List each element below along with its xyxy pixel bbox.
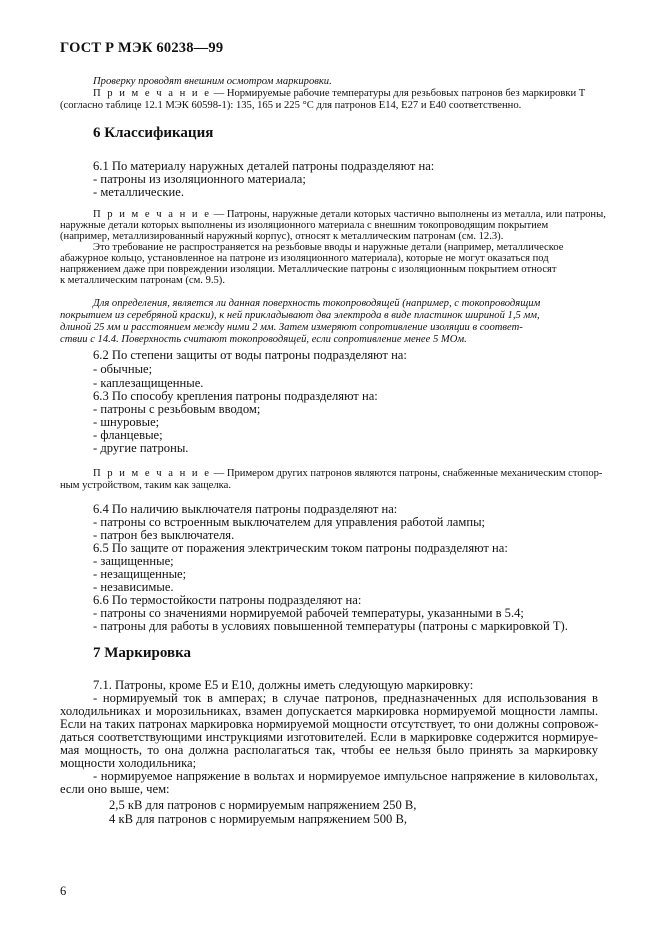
document-header: ГОСТ Р МЭК 60238—99 [60, 40, 224, 56]
note-label: П р и м е ч а н и е [93, 209, 211, 220]
clause-6-2-title: 6.2 По степени защиты от воды патроны подразделяют на: [93, 348, 407, 362]
clause-6-6-title: 6.6 По термостойкости патроны подразделяют на: [93, 593, 362, 607]
clause-6-4-title: 6.4 По наличию выключателя патроны подразделяют на: [93, 502, 398, 516]
clause-7-1-line-2: - нормируемый ток в амперах; в случае патронов, предназначенных для использования в [93, 691, 598, 705]
list-item: - патроны с резьбовым вводом; [93, 402, 261, 416]
list-item: - металлические. [93, 185, 184, 199]
list-item: - патроны из изоляционного материала; [93, 172, 306, 186]
clause-7-1-line-11: 4 кВ для патронов с нормируемым напряжением 500 В, [109, 812, 408, 826]
note-2-line-6: напряжением даже при повреждении изоляции. Металлические патроны с изоляционным покрытием относят [60, 264, 557, 275]
italic-line-1: Для определения, является ли данная поверхность токопроводящей (например, с токопроводящим [93, 298, 541, 309]
note-2-line-1: П р и м е ч а н и е — Патроны, наружные детали которых частично выполнены из металла, или патроны, [93, 209, 606, 220]
note-label: П р и м е ч а н и е [93, 468, 211, 479]
clause-7-1-line-7: мощности холодильника; [60, 756, 197, 770]
clause-7-1-line-9: если оно выше, чем: [60, 782, 170, 796]
list-item: - каплезащищенные. [93, 376, 204, 390]
list-item: - патроны со значениями нормируемой рабочей температуры, указанными в 5.4; [93, 606, 524, 620]
note-1-line-2: (согласно таблице 12.1 МЭК 60598-1): 135, 165 и 225 °С для патронов Е14, Е27 и Е40 соответственно. [60, 100, 522, 111]
list-item: - другие патроны. [93, 441, 189, 455]
list-item: - патроны со встроенным выключателем для управления работой лампы; [93, 515, 486, 529]
italic-line-2: покрытием из серебряной краски), к ней прикладывают два электрода в виде пластинок шириной 1,5 мм, [60, 310, 540, 321]
note-3-line-2: ным устройством, таким как защелка. [60, 480, 231, 491]
page-number: 6 [60, 884, 67, 898]
list-item: - шнуровые; [93, 415, 160, 429]
section-6-heading: 6 Классификация [93, 125, 214, 141]
italic-line-4: ствии с 14.4. Поверхность считают токопроводящей, если сопротивление менее 5 МОм. [60, 334, 467, 345]
note-2-line-4: Это требование не распространяется на резьбовые вводы и наружные детали (например, металлическое [93, 242, 564, 253]
section-7-heading: 7 Маркировка [93, 645, 192, 661]
list-item: - патроны для работы в условиях повышенной температуры (патроны с маркировкой T). [93, 619, 568, 633]
note-2-line-2: наружные детали которых выполнены из изоляционного материала с внешним токопроводящим покрытием [60, 220, 549, 231]
note-2-line-7: к металлическим патронам (см. 9.5). [60, 275, 225, 286]
list-item: - обычные; [93, 362, 153, 376]
italic-line-3: длиной 25 мм и расстоянием между ними 2 мм. Затем измеряют сопротивление изоляции в соответ- [60, 322, 523, 333]
clause-7-1-line-1: 7.1. Патроны, кроме Е5 и Е10, должны иметь следующую маркировку: [93, 678, 474, 692]
list-item: - фланцевые; [93, 428, 163, 442]
note-2-line-5: абажурное кольцо, установленное на патроне из изоляционного материала), которые не могут оказаться под [60, 253, 549, 264]
clause-6-3-title: 6.3 По способу крепления патроны подразделяют на: [93, 389, 378, 403]
check-paragraph: Проверку проводят внешним осмотром маркировки. [93, 76, 332, 87]
list-item: - защищенные; [93, 554, 174, 568]
clause-7-1-line-5: даться соответствующими инструкциями изготовителей. Если в маркировке содержится нормируе- [60, 730, 598, 744]
note-3-line-1: П р и м е ч а н и е — Примером других патронов являются патроны, снабженные механическим стопор- [93, 468, 603, 479]
note-label: П р и м е ч а н и е [93, 88, 211, 99]
note-2-line-3: (например, металлизированный наружный корпус), относят к металлическим патронам (см. 12.3). [60, 231, 504, 242]
clause-6-5-title: 6.5 По защите от поражения электрическим током патроны подразделяют на: [93, 541, 508, 555]
clause-7-1-line-3: холодильниках и морозильниках, взамен допускается маркировка нормируемой мощности лампы. [60, 704, 598, 718]
clause-6-1-title: 6.1 По материалу наружных деталей патроны подразделяют на: [93, 159, 435, 173]
list-item: - независимые. [93, 580, 174, 594]
list-item: - патрон без выключателя. [93, 528, 235, 542]
clause-7-1-line-6: мая мощность, то она должна располагаться так, чтобы ее нельзя было принять за маркировку [60, 743, 598, 757]
clause-7-1-line-4: Если на таких патронах маркировка нормируемой мощности отсутствует, то они должны сопровож- [60, 717, 599, 731]
note-1-line-1: П р и м е ч а н и е — Нормируемые рабочие температуры для резьбовых патронов без маркировки T [93, 88, 586, 99]
clause-7-1-line-10: 2,5 кВ для патронов с нормируемым напряжением 250 В, [109, 798, 417, 812]
list-item: - незащищенные; [93, 567, 187, 581]
clause-7-1-line-8: - нормируемое напряжение в вольтах и нормируемое импульсное напряжение в киловольтах, [93, 769, 598, 783]
